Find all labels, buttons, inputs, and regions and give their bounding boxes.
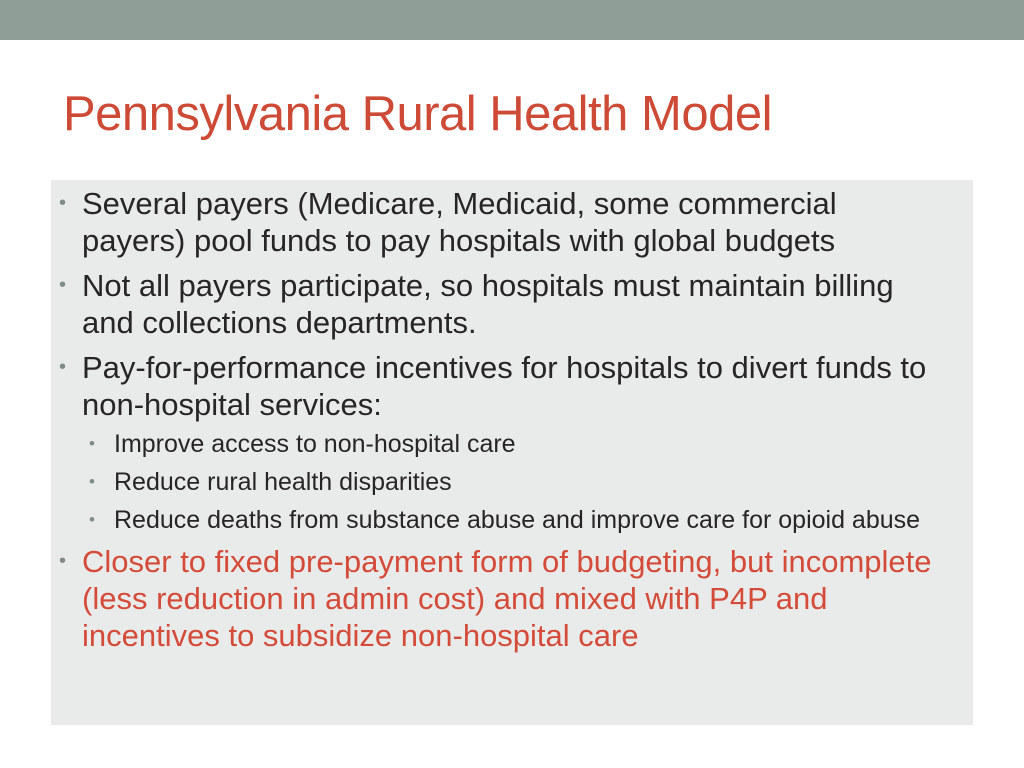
slide-title: Pennsylvania Rural Health Model <box>63 87 772 141</box>
sub-bullet-disparities <box>82 467 943 497</box>
sub-bullet-substance-abuse <box>82 505 943 535</box>
sub-bullet-list <box>82 429 943 535</box>
sub-bullet-text: Reduce rural health disparities <box>114 468 452 496</box>
top-accent-band <box>0 0 1024 40</box>
content-placeholder <box>51 180 973 725</box>
bullet-item-p4p-incentives <box>51 349 973 535</box>
bullet-text: Closer to fixed pre-payment form of budgeting, but incomplete (less reduction in admin cost) and mixed with P4P and incentives to subsidize non-hospital care <box>82 544 932 653</box>
sub-bullet-text: Improve access to non-hospital care <box>114 430 516 458</box>
bullet-list <box>51 185 973 654</box>
bullet-text: Pay-for-performance incentives for hospitals to divert funds to non-hospital services: <box>82 350 927 422</box>
sub-bullet-text: Reduce deaths from substance abuse and improve care for opioid abuse <box>114 506 921 534</box>
bullet-item-highlighted-conclusion <box>51 543 973 654</box>
bullet-text: Several payers (Medicare, Medicaid, some commercial payers) pool funds to pay hospitals with global budgets <box>82 186 837 258</box>
bullet-item-payers-pool <box>51 185 973 259</box>
bullet-text: Not all payers participate, so hospitals must maintain billing and collections departments. <box>82 268 894 340</box>
bullet-item-billing <box>51 267 973 341</box>
sub-bullet-access <box>82 429 943 459</box>
